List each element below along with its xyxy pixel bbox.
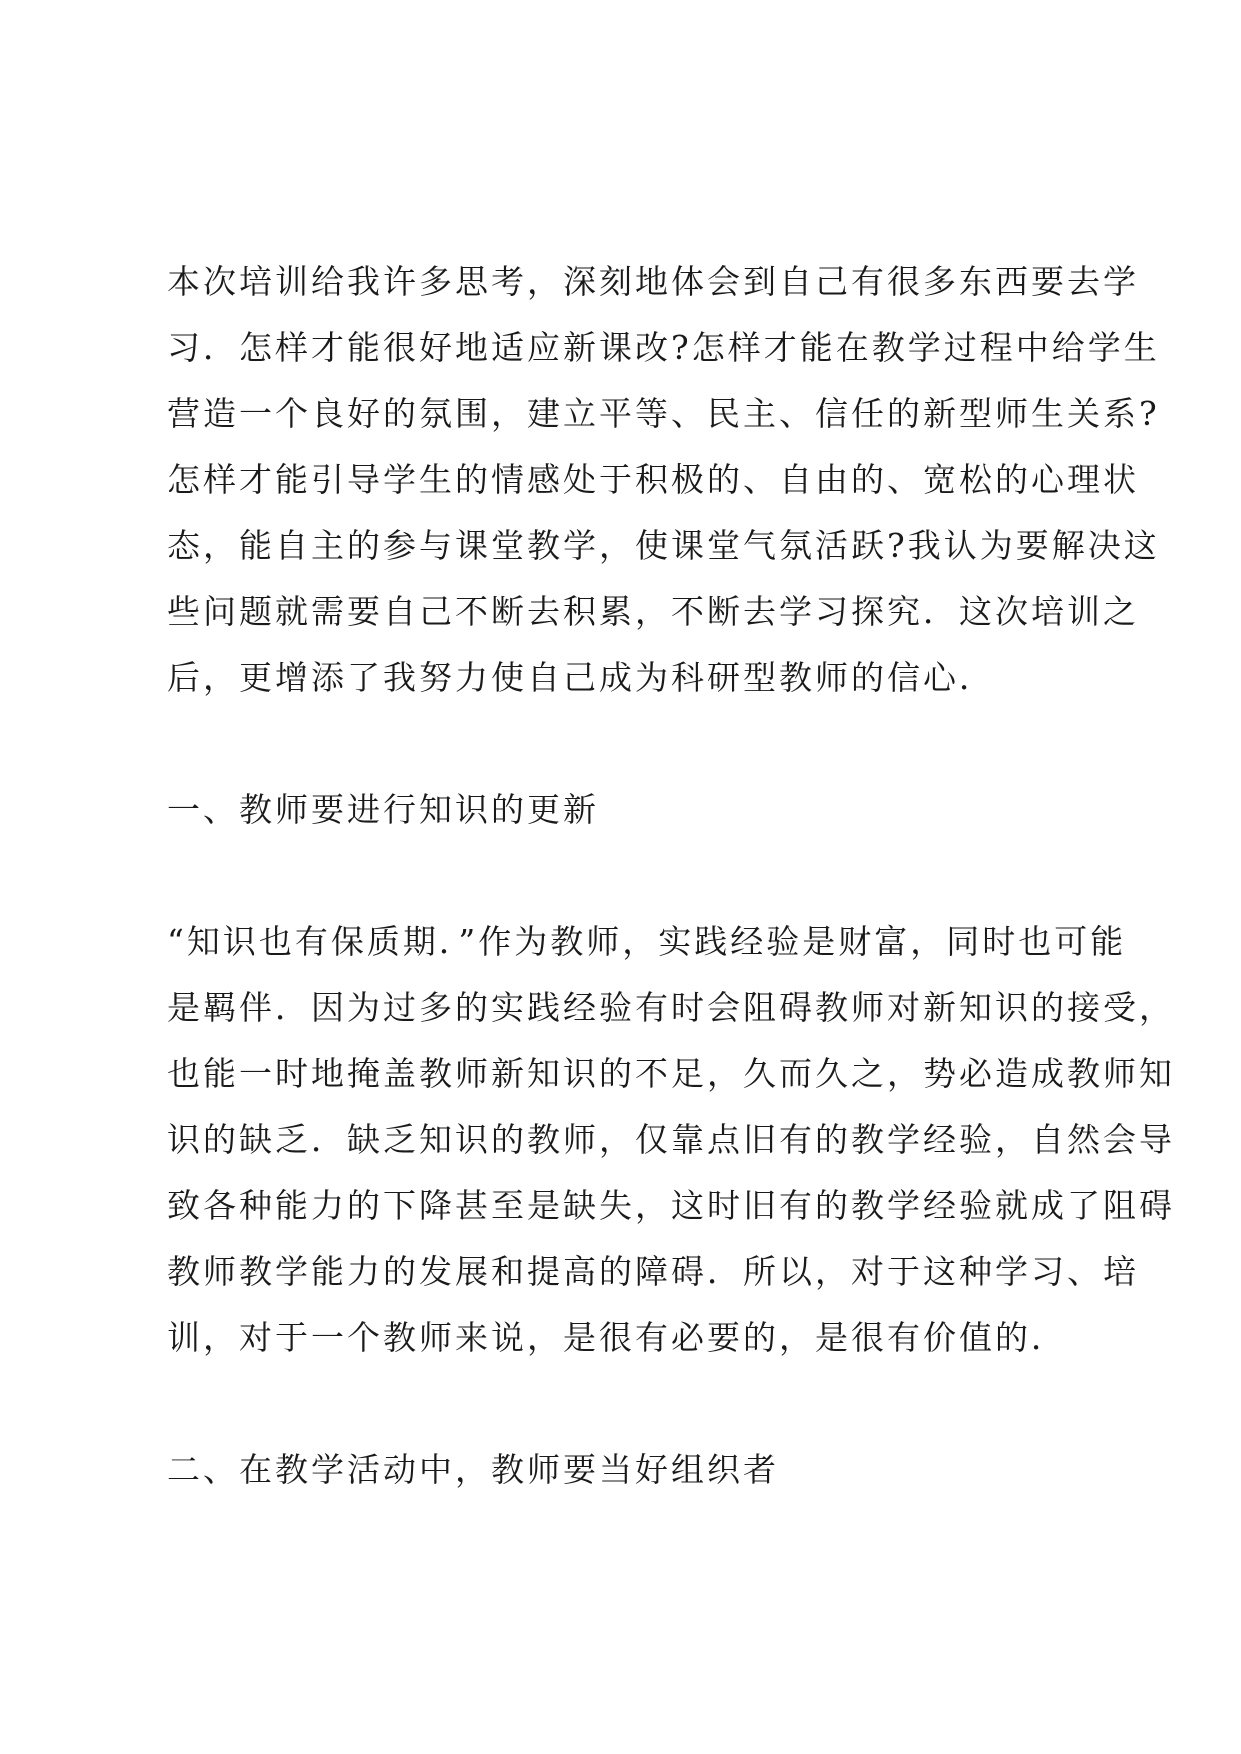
paragraph-line: 是羁伴．因为过多的实践经验有时会阻碍教师对新知识的接受，: [167, 988, 1175, 1027]
paragraph-line: 怎样才能引导学生的情感处于积极的、自由的、宽松的心理状: [167, 460, 1139, 499]
paragraph-line: 态，能自主的参与课堂教学，使课堂气氛活跃?我认为要解决这: [167, 526, 1160, 565]
paragraph-line: 习．怎样才能很好地适应新课改?怎样才能在教学过程中给学生: [167, 328, 1160, 367]
paragraph-line: 教师教学能力的发展和提高的障碍．所以，对于这种学习、培: [167, 1252, 1139, 1291]
paragraph-line: 训，对于一个教师来说，是很有必要的，是很有价值的．: [167, 1318, 1067, 1357]
paragraph-line: 致各种能力的下降甚至是缺失，这时旧有的教学经验就成了阻碍: [167, 1186, 1175, 1225]
paragraph-line: 识的缺乏．缺乏知识的教师，仅靠点旧有的教学经验，自然会导: [167, 1120, 1175, 1159]
paragraph-line: “知识也有保质期．”作为教师，实践经验是财富，同时也可能: [167, 922, 1127, 961]
paragraph-line: 本次培训给我许多思考，深刻地体会到自己有很多东西要去学: [167, 262, 1139, 301]
section-2-heading: 二、在教学活动中，教师要当好组织者: [167, 1450, 779, 1489]
paragraph-line: 也能一时地掩盖教师新知识的不足，久而久之，势必造成教师知: [167, 1054, 1175, 1093]
paragraph-line: 些问题就需要自己不断去积累，不断去学习探究．这次培训之: [167, 592, 1139, 631]
section-1-heading: 一、教师要进行知识的更新: [167, 790, 599, 829]
paragraph-line: 后，更增添了我努力使自己成为科研型教师的信心．: [167, 658, 995, 697]
paragraph-line: 营造一个良好的氛围，建立平等、民主、信任的新型师生关系?: [167, 394, 1160, 433]
